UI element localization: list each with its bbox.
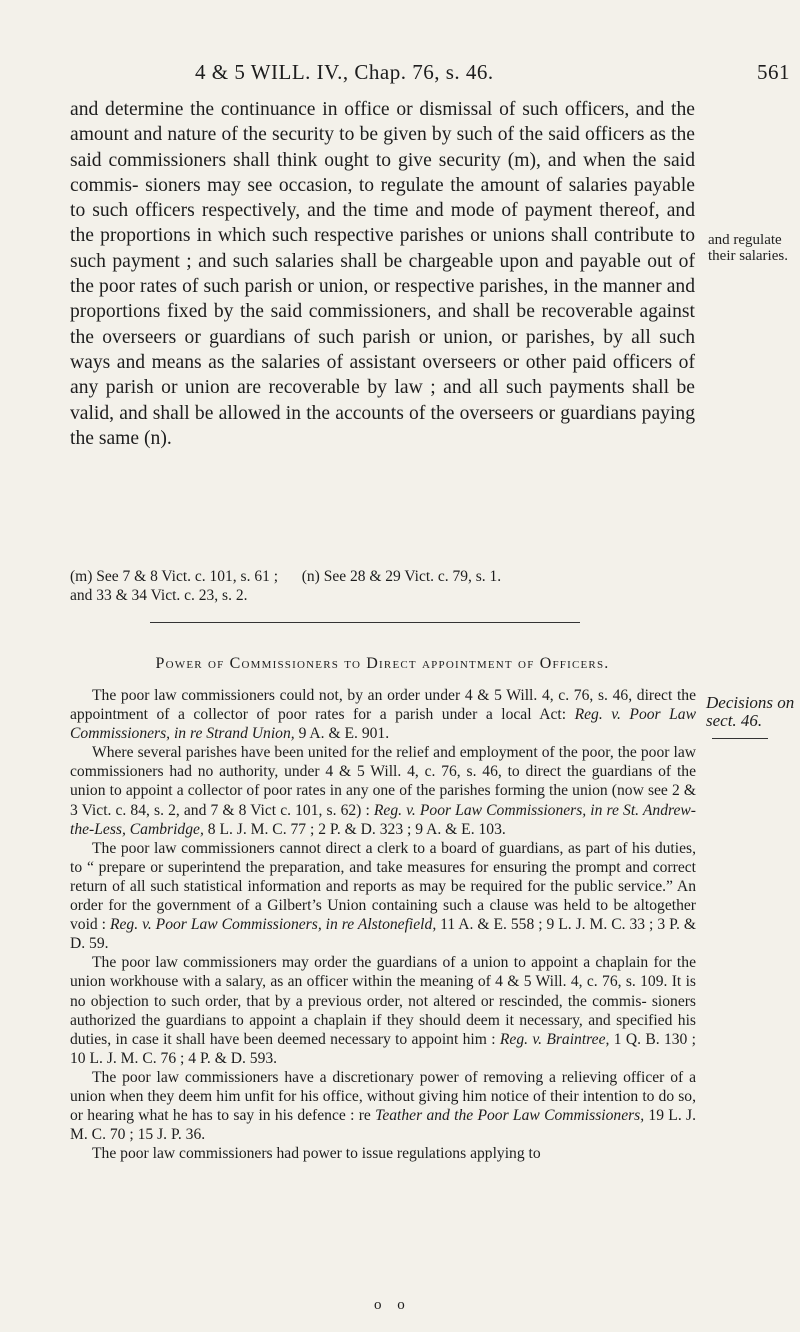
page-number: 561: [757, 60, 790, 84]
running-header: [195, 60, 790, 85]
case-paragraph: [70, 839, 696, 954]
case-paragraph: [70, 686, 696, 743]
case-text: The poor law commissioners have a discretionary power of removing a relieving officer of a union when they deem him unfit for his office, without giving him notice of their intention to do so, or hearing what he has to say in his defence : re: [70, 1068, 696, 1125]
case-citation: Reg. v. Braintree,: [499, 1030, 610, 1048]
case-citation: Teather and the Poor Law Commissioners,: [375, 1107, 645, 1125]
section-divider: [150, 622, 580, 623]
footnote-m: (m) See 7 & 8 Vict. c. 101, s. 61 ;: [70, 568, 279, 585]
running-title: 4 & 5 WILL. IV., Chap. 76, s. 46.: [195, 60, 494, 84]
case-paragraph: [70, 1068, 696, 1144]
footnotes: [70, 567, 690, 605]
case-reference: 11 A. & E. 558 ; 9 L. J. M. C. 33 ; 3 P. & D. 59.: [70, 916, 696, 953]
case-text: The poor law commissioners could not, by an order under 4 & 5 Will. 4, c. 76, s. 46, direct the appointment of a collector of poor rates for a parish under a local Act:: [70, 687, 696, 724]
case-paragraph: [70, 743, 696, 838]
case-reference: 19 L. J. M. C. 70 ; 15 J. P. 36.: [70, 1107, 696, 1144]
case-notes: [70, 686, 696, 1163]
footnote-line-1: [70, 567, 690, 586]
margin-note-decisions-text: Decisions on sect. 46.: [706, 693, 795, 730]
margin-note-salaries: and regulate their salaries.: [708, 232, 788, 264]
case-text: Where several parishes have been united for the relief and employment of the poor, the poor law commissioners had no authority, under 4 & 5 Will. 4, c. 76, s. 46, to direct the guardians of the union to appoint a collector of poor rates in any one of the parishes forming the union (now see 2 & 3 Vict. c. 84, s. 2, and 7 & 8 Vict c. 101, s. 62) :: [70, 744, 696, 819]
case-citation: Reg. v. Poor Law Commissioners, in re Strand Union,: [70, 706, 696, 743]
case-reference: 8 L. J. M. C. 77 ; 2 P. & D. 323 ; 9 A. & E. 103.: [203, 820, 506, 838]
case-paragraph: [70, 1144, 696, 1163]
case-text: The poor law commissioners had power to issue regulations applying to: [92, 1145, 541, 1163]
signature-mark: o o: [374, 1297, 411, 1313]
case-citation: Reg. v. Poor Law Commissioners, in re Alstonefield,: [109, 916, 437, 934]
section-heading: Power of Commissioners to Direct appointment of Officers.: [155, 655, 610, 672]
case-text: The poor law commissioners may order the guardians of a union to appoint a chaplain for the union workhouse with a salary, as an officer within the meaning of 4 & 5 Will. 4, c. 76, s. 109. It is no objection to such order, that by a previous order, not altered or rescinded, the commis- sioners authorized the guardians to appoint a chaplain if they should deem it necessary, and specified his duties, in case it shall have been deemed necessary to appoint him :: [70, 954, 696, 1048]
statute-paragraph: and determine the continuance in office or dismissal of such officers, and the amount and nature of the security to be given by such of the said officers as the said commissioners shall think ought to give security (m), and when the said commis- sioners may see occasion, to regulate the amount of salaries payable to such officers respectively, and the time and mode of payment thereof, and the proportions in which such respective parishes or unions shall contribute to such payment ; and such salaries shall be chargeable upon and payable out of the poor rates of such parish or union, or respective parishes, in the manner and proportions fixed by the said commissioners, and shall be recoverable against the overseers or guardians of such parish or union, or parishes, by all such ways and means as the salaries of assistant overseers or other paid officers of any parish or union are recoverable by law ; and all such payments shall be valid, and shall be allowed in the accounts of the overseers or guardians paying the same (n).: [70, 99, 695, 449]
case-reference: 9 A. & E. 901.: [294, 725, 390, 743]
margin-note-decisions: [706, 694, 798, 739]
statute-text: [70, 97, 695, 451]
case-paragraph: [70, 953, 696, 1068]
margin-note-underline: [712, 738, 768, 739]
case-reference: 1 Q. B. 130 ; 10 L. J. M. C. 76 ; 4 P. & D. 593.: [70, 1030, 696, 1067]
footnote-n: (n) See 28 & 29 Vict. c. 79, s. 1.: [301, 568, 502, 585]
case-text: The poor law commissioners cannot direct a clerk to a board of guardians, as part of his duties, to “ prepare or superintend the preparation, and take measures for ensuring the prompt and correct return of all such statistical information and reports as may be required for the public service.” An order for the government of a Gilbert’s Union containing such a clause was held to be altogether void :: [70, 839, 696, 934]
footnote-line-2: and 33 & 34 Vict. c. 23, s. 2.: [70, 587, 248, 604]
case-citation: Reg. v. Poor Law Commissioners, in re St. Andrew-the-Less, Cambridge,: [70, 801, 696, 838]
